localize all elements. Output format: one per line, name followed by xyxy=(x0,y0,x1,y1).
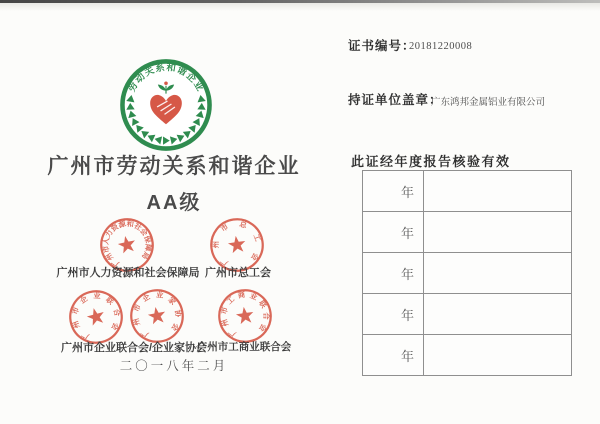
certificate-grade: AA级 xyxy=(146,192,202,214)
seal-label-industry-commerce: 广州市工商业联合会 xyxy=(196,341,292,353)
svg-text:广州市企业联合会: 广州市企业联合会 xyxy=(70,291,123,342)
svg-text:广州市工商业联合会: 广州市工商业联合会 xyxy=(219,289,271,339)
blank-cell xyxy=(424,253,572,294)
certificate-number-label: 证书编号： xyxy=(348,39,416,53)
holder-company-name: 广东鸿邦金属铝业有限公司 xyxy=(431,98,546,108)
table-row xyxy=(363,294,572,335)
harmony-enterprise-emblem xyxy=(118,57,214,153)
certificate-title: 广州市劳动关系和谐企业 xyxy=(47,155,301,178)
annual-verification-title: 此证经年度报告核验有效 xyxy=(351,154,511,169)
year-cell: 年 xyxy=(363,212,424,253)
year-cell: 年 xyxy=(363,171,424,212)
seal-star-icon xyxy=(117,234,138,254)
blank-cell xyxy=(424,212,572,253)
holder-stamp-label: 持证单位盖章： xyxy=(348,93,443,107)
blank-cell xyxy=(424,171,572,212)
seal-star-icon xyxy=(235,306,255,325)
seal-industry-commerce-federation xyxy=(216,287,274,345)
svg-text:广州市企业家协会: 广州市企业家协会 xyxy=(131,289,184,340)
seal-star-icon xyxy=(227,235,247,254)
certificate-right-page xyxy=(340,0,600,424)
emblem-arc-text: 劳动关系和谐企业 xyxy=(125,61,207,94)
blank-cell xyxy=(424,335,572,376)
table-row xyxy=(363,212,572,253)
blank-cell xyxy=(424,294,572,335)
table-row xyxy=(363,335,572,376)
seal-star-icon xyxy=(85,306,106,327)
seal-entrepreneurs-association xyxy=(128,287,186,345)
seal-label-hr-bureau: 广州市人力资源和社会保障局 xyxy=(56,267,200,279)
annual-verification-table xyxy=(362,170,572,376)
certificate-number-value: 20181220008 xyxy=(409,41,473,52)
seal-label-enterprise-confederation: 广州市企业联合会/企业家协会 xyxy=(60,342,208,354)
year-cell: 年 xyxy=(363,253,424,294)
seal-label-trade-union: 广州市总工会 xyxy=(205,267,271,279)
certificate-date: 二〇一八年二月 xyxy=(119,359,229,373)
seal-enterprise-confederation xyxy=(67,288,125,346)
table-row xyxy=(363,253,572,294)
seal-star-icon xyxy=(147,305,167,324)
svg-text:广州市人力资源和社会保障局: 广州市人力资源和社会保障局 xyxy=(100,218,154,269)
table-row xyxy=(363,171,572,212)
svg-text:广州市总工会: 广州市总工会 xyxy=(211,219,263,268)
year-cell: 年 xyxy=(363,294,424,335)
year-cell: 年 xyxy=(363,335,424,376)
